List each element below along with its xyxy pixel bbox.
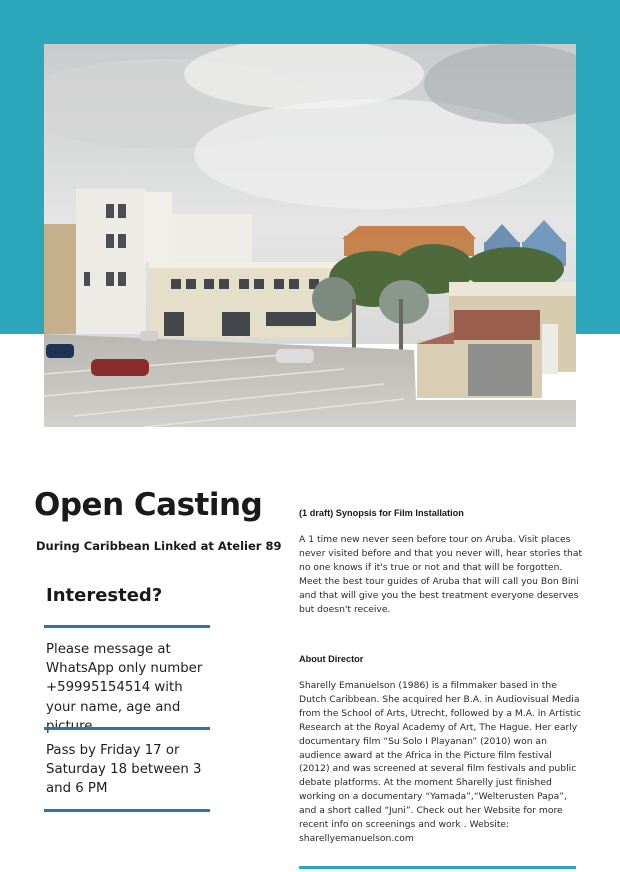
interested-heading: Interested? [46,585,163,606]
building-photo [44,44,576,427]
page-subtitle: During Caribbean Linked at Atelier 89 [36,539,282,553]
synopsis-text: A 1 time new never seen before tour on Aruba. Visit places never visited before and that you never will, hear stories that no one knows if it's true or not and that will be forgotten. Meet the best tour guides of Aruba that will call you Bon Bini and that will give you the best treatment everyone deserves but doesn't receive. [299,534,583,615]
director-heading: About Director [299,654,364,664]
contact-instructions: Please message at WhatsApp only number +59995154514 with your name, age and [46,642,203,715]
divider [44,625,210,628]
synopsis-heading: (1 draft) Synopsis for Film Installation [299,508,464,518]
page-title: Open Casting [34,487,263,523]
divider [44,809,210,812]
bottom-divider [299,866,576,869]
divider [44,727,210,730]
director-bio: Sharelly Emanuelson (1986) is a filmmaker based in the Dutch Caribbean. She acquired her B.A. in Audiovisual Media from the School of Arts, Utrecht, followed by a M.A. in Artistic Research at the Royal Academy of Art, The Hague. Her early documentary film “Su Solo I Playanan” (2010) won an audience award at the Africa in the Picture film festival (2012) and was screened at several film festivals and public debate platforms. At the moment Sharelly just finished working on a documentary “Yamada”,“Welterusten Papa”, and a short called “Juni”. Check out her Website for more recent info on screenings and work . Website: sharellyemanuelson.com [299,680,582,844]
visit-times: Pass by Friday 17 or Saturday 18 between 3 and 6 PM [46,743,202,797]
